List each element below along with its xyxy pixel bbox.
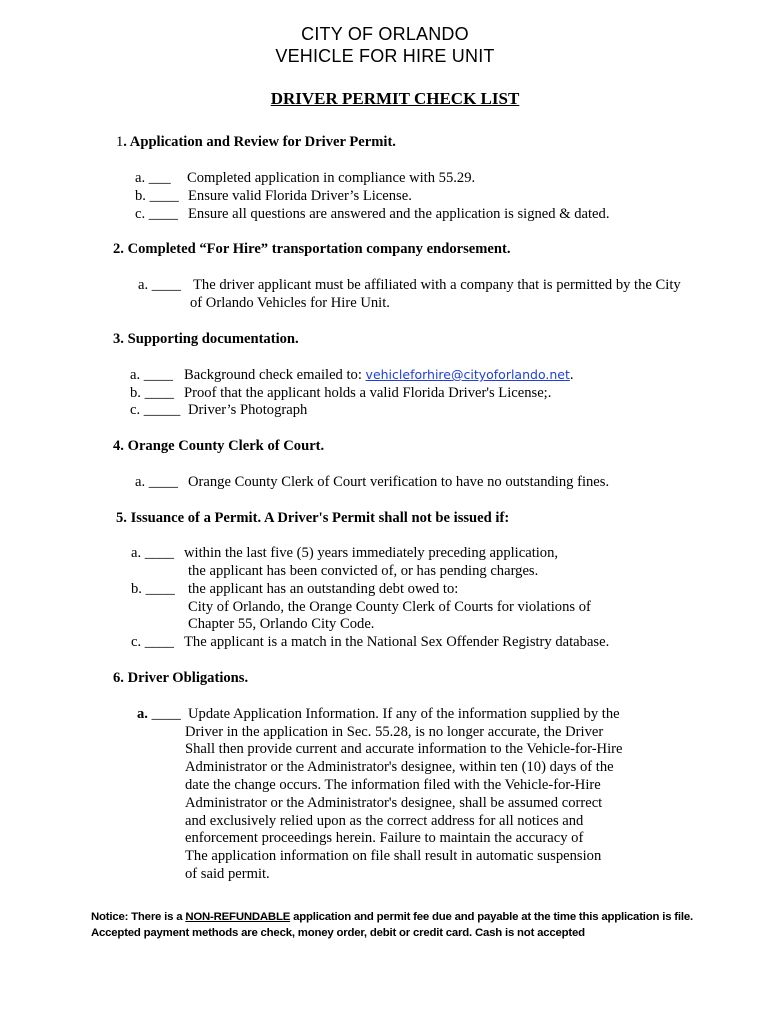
section-6-line-8: enforcement proceedings herein. Failure to maintain the accuracy of (185, 830, 584, 846)
section-1-title: . Application and Review for Driver Permit. (123, 134, 396, 150)
section-1-item-c-marker: c. ____ (135, 206, 178, 222)
section-2-item-a-marker: a. ____ (138, 277, 181, 293)
section-6-item-a-marker (137, 705, 181, 723)
section-6-line-3: Shall then provide current and accurate information to the Vehicle-for-Hire (185, 741, 623, 757)
section-6-line-6: Administrator or the Administrator's designee, shall be assumed correct (185, 795, 603, 811)
section-3-heading: 3. Supporting documentation. (113, 331, 299, 347)
section-1-number: 1 (116, 134, 124, 150)
section-6-line-9: The application information on file shall result in automatic suspension (185, 848, 602, 864)
section-3-item-a-text (184, 366, 574, 384)
notice-line-2: Accepted payment methods are check, money order, debit or credit card. Cash is not accepted (91, 927, 585, 939)
section-6-line-1: Update Application Information. If any of the information supplied by the (188, 706, 620, 722)
section-1-item-b-marker: b. ____ (135, 188, 179, 204)
notice-suffix: application and permit fee due and payable at the time this application is file. (290, 911, 693, 923)
section-6-line-7: and exclusively relied upon as the correct address for all notices and (185, 813, 584, 829)
section-1-heading (116, 133, 396, 151)
section-6-heading: 6. Driver Obligations. (113, 670, 249, 686)
email-link[interactable]: vehicleforhire@cityoforlando.net (365, 367, 570, 382)
header-city: CITY OF ORLANDO (301, 24, 469, 44)
section-5-item-c-marker: c. ____ (131, 634, 174, 650)
section-1-item-b-text: Ensure valid Florida Driver’s License. (188, 188, 412, 204)
section-5-item-a-line2: the applicant has been convicted of, or has pending charges. (188, 563, 539, 579)
notice-line-1 (91, 909, 693, 925)
section-3-item-b-marker: b. ____ (130, 385, 174, 401)
section-3-item-c-marker: c. _____ (130, 402, 181, 418)
notice-prefix: Notice: There is a (91, 911, 186, 923)
section-6-line-10: of said permit. (185, 866, 270, 882)
section-5-item-b-line2: City of Orlando, the Orange County Clerk of Courts for violations of (188, 599, 591, 615)
section-3-item-a-marker: a. ____ (130, 367, 173, 383)
section-4-item-a-marker: a. ____ (135, 474, 178, 490)
section-6-line-4: Administrator or the Administrator's designee, within ten (10) days of the (185, 759, 614, 775)
section-4-heading (113, 437, 324, 455)
section-5-heading: 5. Issuance of a Permit. A Driver's Permit shall not be issued if: (116, 510, 510, 526)
section-5-item-a-marker: a. ____ (131, 545, 174, 561)
section-4-title: . Orange County Clerk of Court. (120, 438, 325, 454)
header-unit: VEHICLE FOR HIRE UNIT (275, 46, 495, 66)
section-3-item-c-text: Driver’s Photograph (188, 402, 308, 418)
section-1-item-c-text: Ensure all questions are answered and the application is signed & dated. (188, 206, 610, 222)
section-6-line-2: Driver in the application in Sec. 55.28, is no longer accurate, the Driver (185, 724, 604, 740)
section-1-item-a-marker: a. ___ (135, 170, 171, 186)
section-5-item-c-text: The applicant is a match in the National Sex Offender Registry database. (184, 634, 610, 650)
section-6-item-a-letter: a. (137, 706, 148, 722)
section-3-item-a-label: Background check emailed to: (184, 367, 366, 383)
section-6-item-a-blank: ____ (151, 706, 181, 722)
notice-non-refundable: NON-REFUNDABLE (185, 911, 291, 923)
section-2-heading: 2. Completed “For Hire” transportation company endorsement. (113, 241, 511, 257)
section-4-item-a-text: Orange County Clerk of Court verification to have no outstanding fines. (188, 474, 610, 490)
page-title: DRIVER PERMIT CHECK LIST (270, 89, 520, 108)
section-5-item-b-marker: b. ____ (131, 581, 175, 597)
section-3-item-b-text: Proof that the applicant holds a valid Florida Driver's License;. (184, 385, 552, 401)
section-1-item-a-text: Completed application in compliance with 55.29. (187, 170, 476, 186)
section-5-item-b-line1: the applicant has an outstanding debt owed to: (188, 581, 459, 597)
section-5-item-a-line1: within the last five (5) years immediately preceding application, (184, 545, 559, 561)
section-2-item-a-line1: The driver applicant must be affiliated with a company that is permitted by the City (193, 277, 681, 293)
section-6-line-5: date the change occurs. The information filed with the Vehicle-for-Hire (185, 777, 601, 793)
section-4-number: 4 (113, 438, 121, 454)
section-5-item-b-line3: Chapter 55, Orlando City Code. (188, 616, 375, 632)
section-3-item-a-after: . (569, 367, 574, 383)
section-2-item-a-line2: of Orlando Vehicles for Hire Unit. (190, 295, 390, 311)
